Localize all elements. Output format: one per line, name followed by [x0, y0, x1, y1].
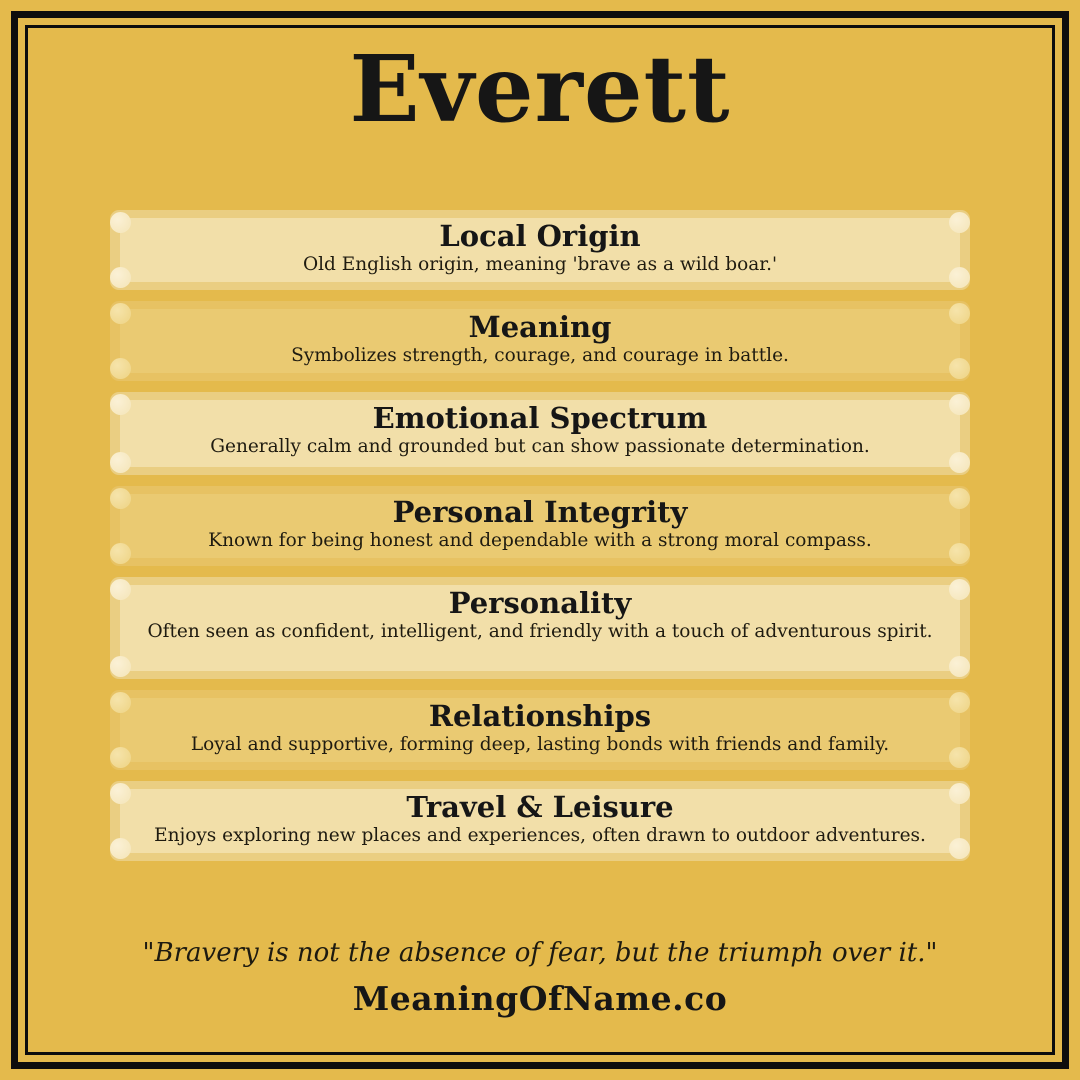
- corner-pin-icon: [110, 394, 131, 415]
- card-body: Old English origin, meaning 'brave as a wild boar.': [302, 254, 778, 275]
- corner-pin-icon: [949, 303, 970, 324]
- corner-pin-icon: [110, 656, 131, 677]
- corner-pin-icon: [949, 488, 970, 509]
- brand-name: MeaningOfName.co: [352, 979, 728, 1018]
- corner-pin-icon: [110, 692, 131, 713]
- corner-pin-icon: [949, 656, 970, 677]
- corner-pin-icon: [949, 747, 970, 768]
- corner-pin-icon: [110, 267, 131, 288]
- card-heading: Personal Integrity: [392, 495, 688, 529]
- corner-pin-icon: [110, 488, 131, 509]
- card-heading: Meaning: [468, 310, 612, 344]
- corner-pin-icon: [949, 838, 970, 859]
- corner-pin-icon: [949, 692, 970, 713]
- card-heading: Personality: [448, 586, 632, 620]
- card-inner-panel: [120, 789, 960, 853]
- corner-pin-icon: [110, 838, 131, 859]
- card-body: Enjoys exploring new places and experiences, often drawn to outdoor adventures.: [154, 825, 926, 846]
- card-inner-panel: [120, 494, 960, 558]
- info-card: [110, 392, 970, 475]
- corner-pin-icon: [949, 394, 970, 415]
- info-card: [110, 781, 970, 861]
- card-body: Often seen as confident, intelligent, and friendly with a touch of adventurous spirit.: [147, 621, 933, 642]
- card-inner-panel: [120, 218, 960, 282]
- card-heading: Relationships: [428, 699, 652, 733]
- corner-pin-icon: [110, 579, 131, 600]
- corner-pin-icon: [949, 543, 970, 564]
- corner-pin-icon: [110, 747, 131, 768]
- card-inner-panel: [120, 698, 960, 762]
- corner-pin-icon: [949, 358, 970, 379]
- corner-pin-icon: [949, 212, 970, 233]
- info-card: [110, 486, 970, 566]
- corner-pin-icon: [949, 783, 970, 804]
- card-heading: Local Origin: [439, 219, 641, 253]
- info-card: [110, 690, 970, 770]
- card-heading: Emotional Spectrum: [372, 401, 708, 435]
- corner-pin-icon: [110, 358, 131, 379]
- card-body: Known for being honest and dependable with a strong moral compass.: [208, 530, 872, 551]
- info-card: [110, 577, 970, 679]
- corner-pin-icon: [949, 452, 970, 473]
- card-inner-panel: [120, 309, 960, 373]
- card-body: Generally calm and grounded but can show passionate determination.: [210, 436, 870, 457]
- info-card: [110, 301, 970, 381]
- corner-pin-icon: [110, 783, 131, 804]
- quote-text: "Bravery is not the absence of fear, but the triumph over it.": [142, 938, 938, 968]
- section-card-list: [110, 210, 970, 861]
- corner-pin-icon: [110, 452, 131, 473]
- card-inner-panel: [120, 585, 960, 671]
- page-title: Everett: [349, 35, 731, 143]
- card-body: Loyal and supportive, forming deep, lasting bonds with friends and family.: [190, 734, 890, 755]
- corner-pin-icon: [110, 212, 131, 233]
- info-card: [110, 210, 970, 290]
- card-heading: Travel & Leisure: [406, 790, 674, 824]
- corner-pin-icon: [949, 267, 970, 288]
- corner-pin-icon: [110, 303, 131, 324]
- corner-pin-icon: [949, 579, 970, 600]
- card-inner-panel: [120, 400, 960, 467]
- card-body: Symbolizes strength, courage, and courage in battle.: [291, 345, 789, 366]
- corner-pin-icon: [110, 543, 131, 564]
